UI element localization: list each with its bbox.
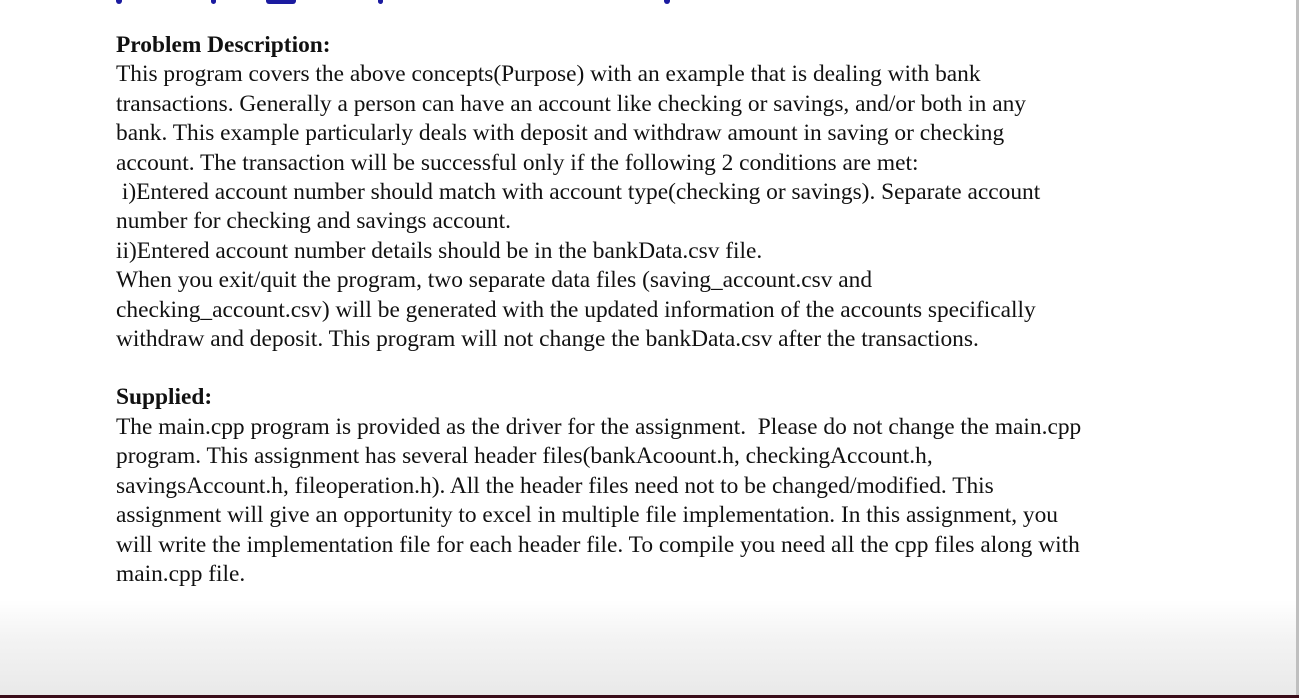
supplied-line: savingsAccount.h, fileoperation.h). All the header files need not to be changed/modified. This [116,472,994,499]
cut-off-text-line [116,0,736,4]
condition-1-line: number for checking and savings account. [116,208,511,235]
supplied-line: program. This assignment has several header files(bankAcoount.h, checkingAccount.h, [116,443,933,470]
problem-description-line: transactions. Generally a person can have an account like checking or savings, and/or both in any [116,90,1026,117]
condition-2-line: ii)Entered account number details should be in the bankData.csv file. [116,237,763,264]
condition-1-line: i)Entered account number should match with account type(checking or savings). Separate account [116,179,1041,206]
problem-description-line: withdraw and deposit. This program will not change the bankData.csv after the transactions. [116,326,979,353]
problem-description-line: This program covers the above concepts(Purpose) with an example that is dealing with bank [116,61,981,88]
supplied-line: main.cpp file. [116,560,246,587]
problem-description-line: When you exit/quit the program, two separate data files (saving_account.csv and [116,267,873,294]
problem-description-line: bank. This example particularly deals with deposit and withdraw amount in saving or checking [116,120,1005,147]
problem-description-line: checking_account.csv) will be generated with the updated information of the accounts specifically [116,296,1036,323]
supplied-heading: Supplied: [116,384,213,411]
document-body [116,31,1186,589]
problem-description-heading: Problem Description: [116,32,331,58]
supplied-line: The main.cpp program is provided as the driver for the assignment. Please do not change the main.cpp [116,413,1082,440]
supplied-line: will write the implementation file for each header file. To compile you need all the cpp files along with [116,531,1080,558]
problem-description-line: account. The transaction will be successful only if the following 2 conditions are met: [116,149,919,176]
paragraph-gap [116,354,1186,383]
supplied-line: assignment will give an opportunity to excel in multiple file implementation. In this assignment, you [116,502,1058,529]
